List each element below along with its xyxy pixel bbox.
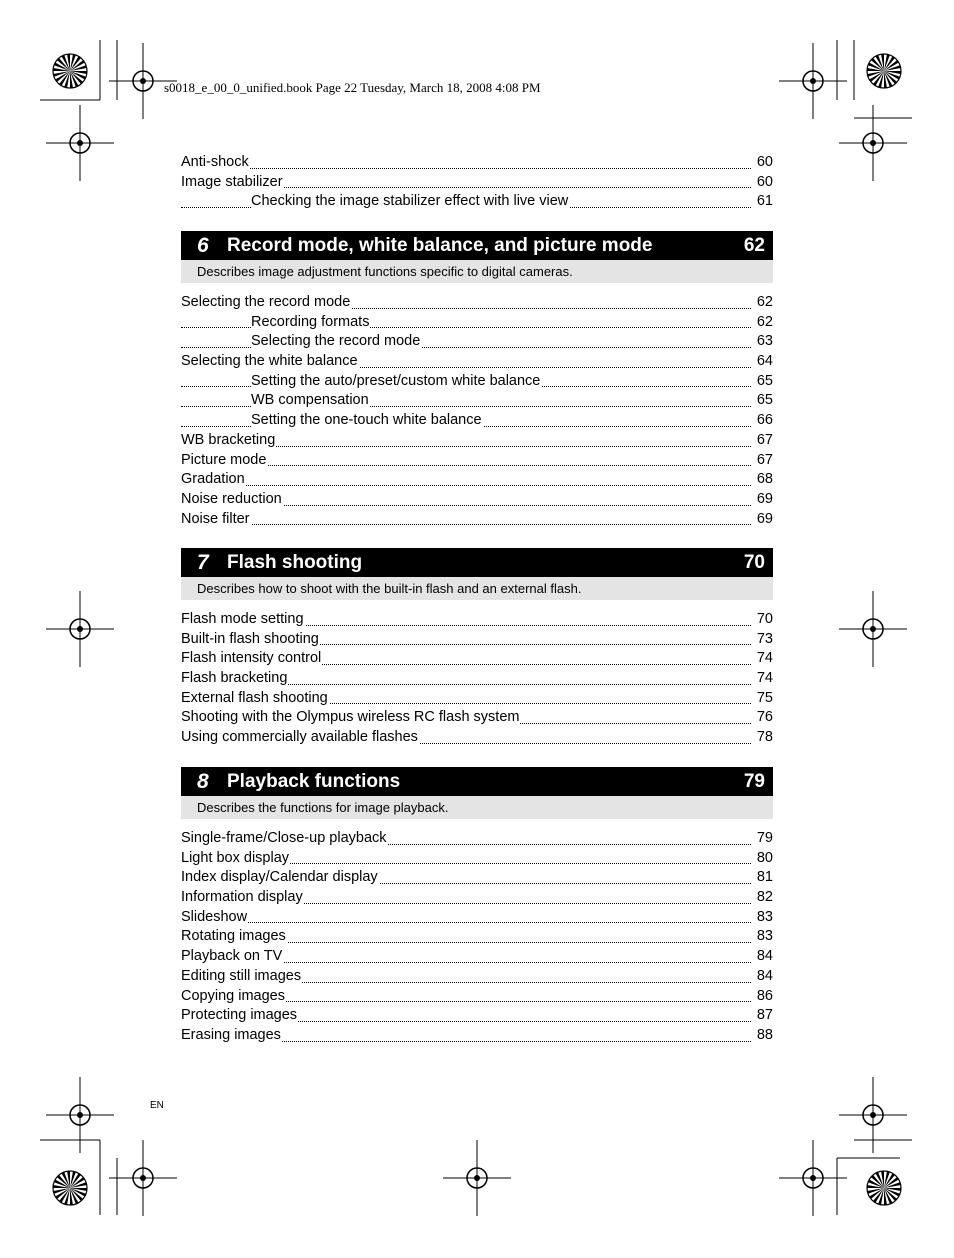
toc-entry-page: 75 (756, 689, 773, 709)
chapter-6-section (181, 231, 773, 283)
toc-entry-page: 66 (756, 411, 773, 431)
toc-chapter-8-entries (181, 829, 773, 1046)
toc-entry (181, 352, 773, 372)
toc-entry-title: Erasing images (181, 1026, 281, 1043)
dot-leader (181, 168, 751, 169)
toc-entry-page: 68 (756, 470, 773, 490)
toc-entry (181, 987, 773, 1007)
toc-entry-page: 80 (756, 849, 773, 869)
toc-entry (181, 927, 773, 947)
toc-entry (181, 669, 773, 689)
chapter-number: 6 (197, 234, 209, 257)
toc-entry (181, 451, 773, 471)
toc-entry (181, 391, 773, 411)
toc-entry (181, 173, 773, 193)
toc-entry (181, 649, 773, 669)
toc-entry-page: 65 (756, 372, 773, 392)
toc-entry-title: Rotating images (181, 928, 286, 945)
toc-entry-title: Selecting the white balance (181, 353, 358, 370)
toc-chapter-7-entries (181, 610, 773, 748)
toc-entry-page: 65 (756, 391, 773, 411)
toc-entry-title: Picture mode (181, 451, 267, 468)
toc-entry-page: 83 (756, 927, 773, 947)
toc-entry (181, 153, 773, 173)
toc-entry-title: Noise reduction (181, 490, 282, 507)
toc-top-entries (181, 153, 773, 212)
toc-entry-page: 84 (756, 967, 773, 987)
toc-entry (181, 708, 773, 728)
chapter-page: 79 (743, 771, 765, 792)
toc-entry (181, 431, 773, 451)
dot-leader (181, 524, 751, 525)
chapter-description: Describes how to shoot with the built-in flash and an external flash. (181, 577, 773, 600)
toc-entry-page: 61 (756, 192, 773, 212)
toc-entry (181, 1006, 773, 1026)
toc-entry-page: 86 (756, 987, 773, 1007)
toc-entry (181, 470, 773, 490)
toc-entry-title: Single-frame/Close-up playback (181, 830, 387, 846)
toc-entry-page: 60 (756, 173, 773, 193)
toc-entry-title: Image stabilizer (181, 173, 283, 190)
toc-entry-title: WB compensation (251, 392, 369, 409)
chapter-heading-bar (181, 548, 773, 577)
toc-entry-page: 67 (756, 451, 773, 471)
toc-entry (181, 293, 773, 313)
toc-entry-page: 78 (756, 728, 773, 748)
toc-entry (181, 372, 773, 392)
toc-entry-page: 74 (756, 649, 773, 669)
registration-dot (810, 1175, 816, 1181)
toc-entry (181, 313, 773, 333)
dot-leader (181, 922, 751, 923)
toc-entry-page: 82 (756, 888, 773, 908)
chapter-title: Playback functions (227, 771, 401, 792)
toc-entry-page: 62 (756, 293, 773, 313)
toc-entry-title: Editing still images (181, 967, 302, 984)
toc-entry-title: Flash bracketing (181, 670, 288, 687)
toc-entry (181, 849, 773, 869)
toc-entry (181, 192, 773, 212)
toc-entry (181, 868, 773, 888)
registration-dot (77, 1112, 83, 1118)
toc-entry-title: Playback on TV (181, 948, 283, 965)
toc-entry-title: Light box display (181, 849, 290, 866)
chapter-description: Describes the functions for image playback. (181, 796, 773, 819)
print-header-line: s0018_e_00_0_unified.book Page 22 Tuesday, March 18, 2008 4:08 PM (164, 80, 541, 95)
chapter-7-section (181, 548, 773, 600)
toc-entry-title: Anti-shock (181, 154, 249, 170)
toc-entry (181, 610, 773, 630)
chapter-number: 8 (197, 770, 209, 793)
registration-dot (474, 1175, 480, 1181)
chapter-heading-bar (181, 231, 773, 260)
chapter-page: 70 (743, 552, 765, 573)
toc-entry-page: 74 (756, 669, 773, 689)
toc-entry (181, 490, 773, 510)
toc-entry (181, 829, 773, 849)
toc-entry (181, 967, 773, 987)
toc-entry-page: 64 (756, 352, 773, 372)
language-label: EN (150, 1100, 164, 1111)
registration-dot (77, 140, 83, 146)
toc-chapter-6-entries (181, 293, 773, 529)
chapter-8-section (181, 767, 773, 819)
toc-entry-title: Selecting the record mode (181, 294, 351, 310)
toc-entry (181, 728, 773, 748)
chapter-title: Flash shooting (227, 552, 363, 573)
toc-entry-title: Selecting the record mode (251, 333, 421, 350)
toc-entry (181, 689, 773, 709)
chapter-page: 62 (743, 235, 765, 256)
toc-entry-page: 88 (756, 1026, 773, 1046)
toc-entry (181, 947, 773, 967)
toc-entry-title: Flash intensity control (181, 650, 322, 667)
registration-dot (870, 140, 876, 146)
toc-entry-title: Checking the image stabilizer effect with live view (251, 193, 569, 210)
registration-dot (140, 78, 146, 84)
toc-entry-title: Built-in flash shooting (181, 630, 319, 647)
toc-entry (181, 888, 773, 908)
toc-entry (181, 332, 773, 352)
toc-entry (181, 411, 773, 431)
toc-entry-page: 84 (756, 947, 773, 967)
toc-entry-page: 73 (756, 630, 773, 650)
registration-dot (140, 1175, 146, 1181)
registration-dot (870, 626, 876, 632)
toc-entry-page: 81 (756, 868, 773, 888)
toc-entry-title: Index display/Calendar display (181, 869, 378, 886)
toc-entry-title: Recording formats (251, 313, 370, 330)
registration-dot (77, 626, 83, 632)
toc-entry (181, 630, 773, 650)
toc-entry-title: Slideshow (181, 908, 248, 925)
registration-dot (810, 78, 816, 84)
toc-entry-title: External flash shooting (181, 689, 328, 706)
toc-entry-page: 60 (756, 153, 773, 173)
toc-entry-page: 69 (756, 490, 773, 510)
toc-entry-title: Shooting with the Olympus wireless RC flash system (181, 709, 520, 726)
toc-entry-title: Setting the one-touch white balance (251, 412, 482, 429)
toc-entry-title: Copying images (181, 987, 285, 1004)
toc-entry-title: Protecting images (181, 1007, 298, 1024)
toc-entry (181, 510, 773, 530)
toc-entry (181, 908, 773, 928)
toc-entry-title: Noise filter (181, 510, 250, 527)
chapter-number: 7 (197, 551, 209, 574)
toc-entry-page: 79 (756, 829, 773, 849)
toc-entry-title: WB bracketing (181, 431, 276, 448)
toc-entry-page: 67 (756, 431, 773, 451)
toc-entry-title: Flash mode setting (181, 611, 304, 627)
toc-entry-title: Information display (181, 889, 303, 906)
toc-entry-page: 69 (756, 510, 773, 530)
toc-entry (181, 1026, 773, 1046)
chapter-title: Record mode, white balance, and picture mode (227, 235, 653, 256)
chapter-description: Describes image adjustment functions specific to digital cameras. (181, 260, 773, 283)
toc-entry-page: 70 (756, 610, 773, 630)
toc-entry-page: 83 (756, 908, 773, 928)
toc-entry-title: Using commercially available flashes (181, 729, 418, 746)
toc-entry-title: Setting the auto/preset/custom white balance (251, 372, 541, 389)
toc-entry-page: 62 (756, 313, 773, 333)
toc-entry-page: 87 (756, 1006, 773, 1026)
dot-leader (181, 485, 751, 486)
toc-entry-page: 76 (756, 708, 773, 728)
chapter-heading-bar (181, 767, 773, 796)
registration-dot (870, 1112, 876, 1118)
toc-entry-page: 63 (756, 332, 773, 352)
toc-entry-title: Gradation (181, 471, 245, 488)
